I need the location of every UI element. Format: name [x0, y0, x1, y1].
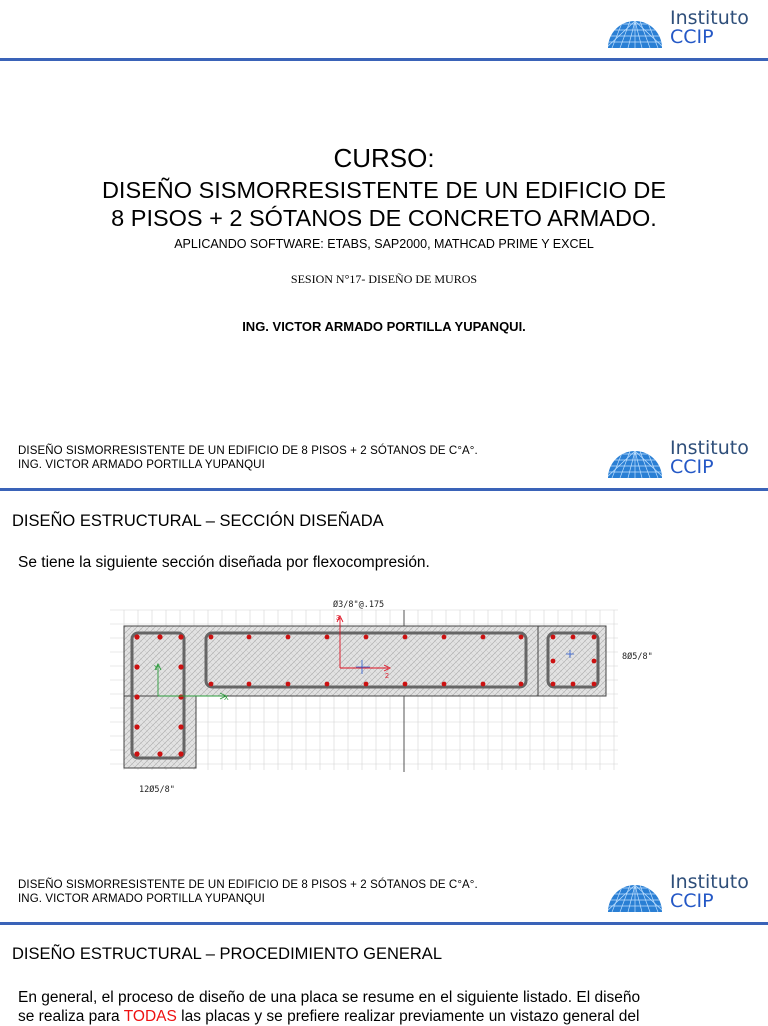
logo-text — [670, 9, 749, 47]
header-rule — [0, 488, 768, 491]
cover-line-2: 8 PISOS + 2 SÓTANOS DE CONCRETO ARMADO. — [111, 205, 657, 231]
institute-logo — [606, 438, 749, 478]
paragraph-line-2a: se realiza para — [18, 1008, 124, 1025]
logo-text — [670, 439, 749, 477]
logo-line-2: CCIP — [670, 456, 714, 478]
slide-title: DISEÑO ESTRUCTURAL – SECCIÓN DISEÑADA — [12, 512, 384, 530]
wall-section-drawing — [0, 590, 768, 810]
cover-session: SESION N°17- DISEÑO DE MUROS — [290, 272, 478, 286]
slide-header — [18, 444, 478, 472]
procedure-slide — [0, 840, 768, 1024]
logo-line-1: Instituto — [670, 7, 749, 29]
cover-line-1: DISEÑO SISMORRESISTENTE DE UN EDIFICIO DE — [101, 177, 667, 203]
globe-icon — [606, 8, 664, 48]
cover-subtitle: APLICANDO SOFTWARE: ETABS, SAP2000, MATHCAD PRIME Y EXCEL — [174, 237, 594, 251]
stirrup-spacing-label: Ø3/8"@.175 — [333, 600, 385, 610]
axis-y-label: Y — [154, 665, 159, 672]
logo-line-1: Instituto — [670, 437, 749, 459]
globe-icon — [606, 438, 664, 478]
boundary-bars-label: 8Ø5/8" — [622, 652, 653, 662]
emphasis-todas: TODAS — [123, 1008, 177, 1025]
cover-author: ING. VICTOR ARMADO PORTILLA YUPANQUI. — [242, 319, 526, 334]
section-slide — [0, 420, 768, 840]
axis-x-label: X — [224, 695, 229, 702]
logo-text — [670, 873, 749, 911]
slide-title: DISEÑO ESTRUCTURAL – PROCEDIMIENTO GENERAL — [12, 945, 442, 963]
header-author: ING. VICTOR ARMADO PORTILLA YUPANQUI — [18, 893, 265, 905]
logo-line-2: CCIP — [670, 890, 714, 912]
header-course: DISEÑO SISMORRESISTENTE DE UN EDIFICIO DE 8 PISOS + 2 SÓTANOS DE C°A°. — [18, 445, 478, 457]
header-course: DISEÑO SISMORRESISTENTE DE UN EDIFICIO DE 8 PISOS + 2 SÓTANOS DE C°A°. — [18, 879, 478, 891]
header-author: ING. VICTOR ARMADO PORTILLA YUPANQUI — [18, 459, 265, 471]
header-rule — [0, 922, 768, 925]
slide-paragraph — [18, 988, 758, 1026]
logo-line-1: Instituto — [670, 871, 749, 893]
paragraph-line-2b: las placas y se prefiere realizar previamente un vistazo general del — [176, 1008, 640, 1025]
institute-logo — [606, 872, 749, 912]
axis-3-label: 3 — [336, 615, 340, 622]
paragraph-line-1: En general, el proceso de diseño de una placa se resume en el siguiente listado. El diseño — [18, 989, 641, 1006]
cover-slide — [0, 0, 768, 420]
header-rule — [0, 58, 768, 61]
flange-bars-label: 12Ø5/8" — [139, 785, 175, 795]
logo-line-2: CCIP — [670, 26, 714, 48]
globe-icon — [606, 872, 664, 912]
slide-text: Se tiene la siguiente sección diseñada por flexocompresión. — [18, 554, 430, 571]
slide-header — [18, 878, 478, 906]
cover-title: CURSO: — [333, 143, 435, 173]
institute-logo — [606, 8, 749, 48]
axis-2-label: 2 — [385, 673, 389, 680]
